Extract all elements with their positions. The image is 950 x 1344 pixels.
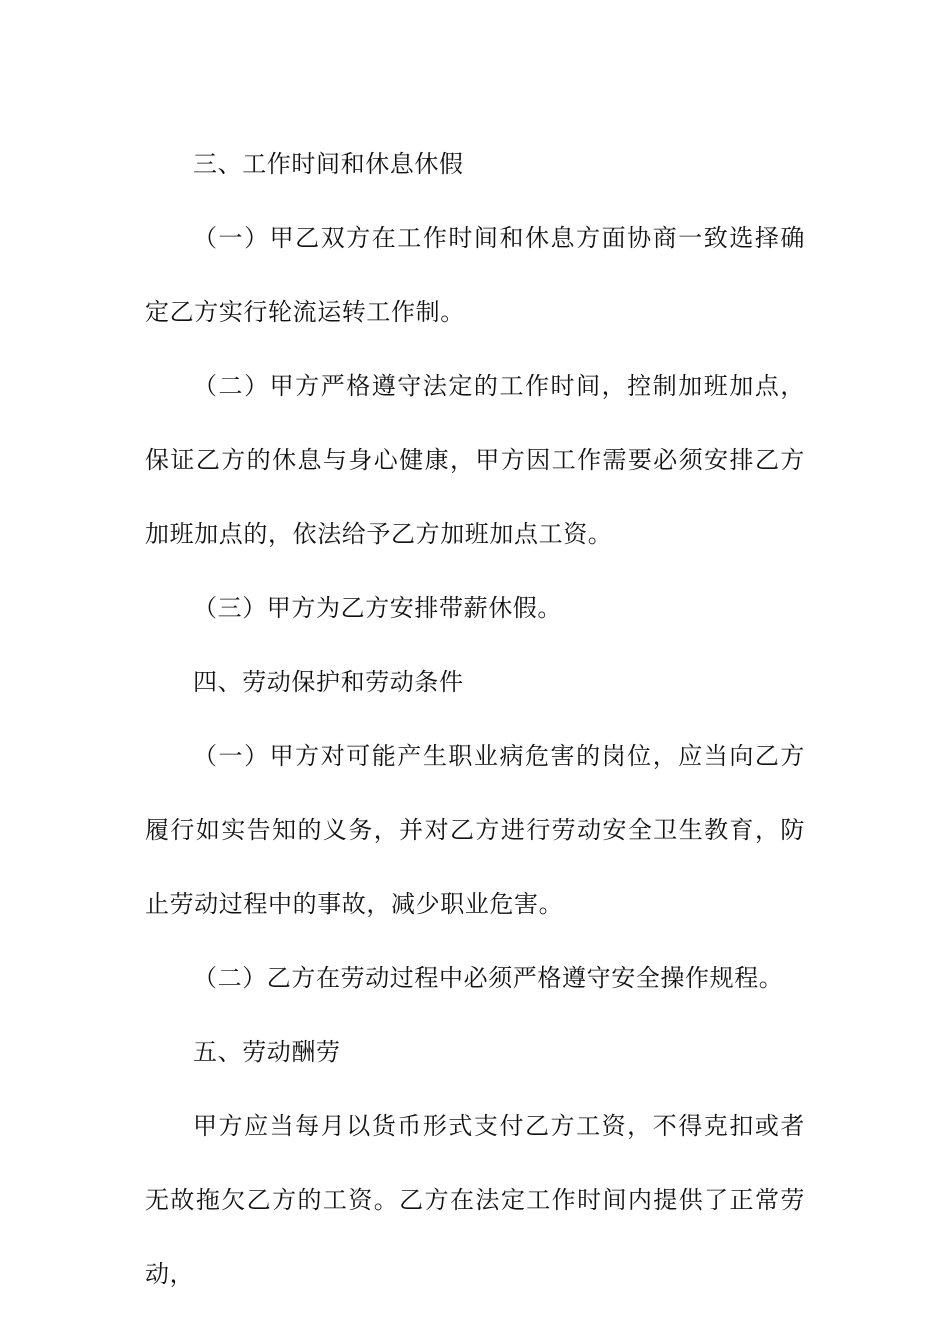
paragraph-occupational-hazard: （一）甲方对可能产生职业病危害的岗位，应当向乙方履行如实告知的义务，并对乙方进行劳动安全卫生教育，防止劳动过程中的事故，减少职业危害。 xyxy=(145,742,805,918)
section-heading-labor-protection: 四、劳动保护和劳动条件 xyxy=(193,668,464,696)
paragraph-wage-payment: 甲方应当每月以货币形式支付乙方工资，不得克扣或者无故拖欠乙方的工资。乙方在法定工作时间内提供了正常劳动， xyxy=(145,1112,805,1288)
section-heading-work-hours: 三、工作时间和休息休假 xyxy=(193,150,464,178)
paragraph-work-system: （一）甲乙双方在工作时间和休息方面协商一致选择确定乙方实行轮流运转工作制。 xyxy=(145,224,805,326)
document-body xyxy=(145,127,805,1311)
paragraph-paid-leave: （三）甲方为乙方安排带薪休假。 xyxy=(193,594,562,622)
paragraph-overtime: （二）甲方严格遵守法定的工作时间，控制加班加点，保证乙方的休息与身心健康，甲方因工作需要必须安排乙方加班加点的，依法给予乙方加班加点工资。 xyxy=(145,372,805,548)
paragraph-safety-rules: （二）乙方在劳动过程中必须严格遵守安全操作规程。 xyxy=(193,964,784,992)
section-heading-remuneration: 五、劳动酬劳 xyxy=(193,1038,341,1066)
